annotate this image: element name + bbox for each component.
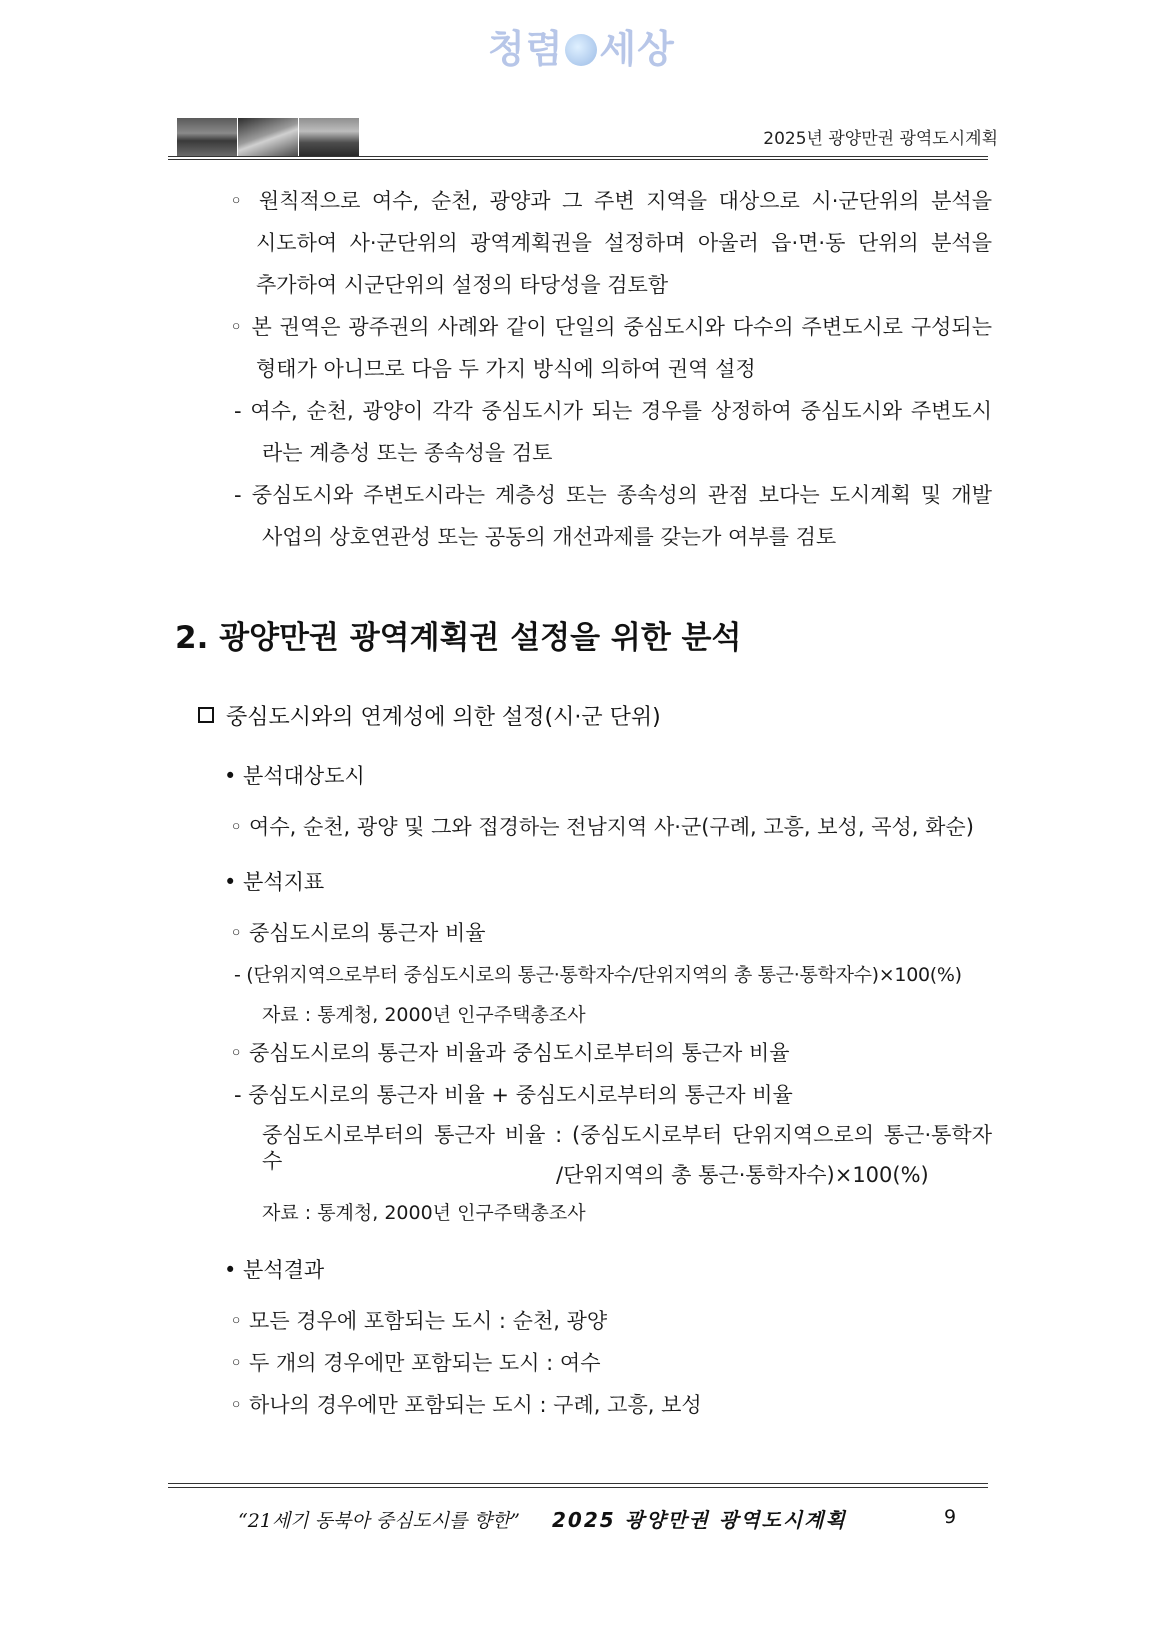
watermark-text-right: 세상	[599, 27, 675, 71]
header-photo-1	[177, 118, 237, 156]
indicator-2-source: 자료 : 통계청, 2000년 인구주택총조사	[262, 1202, 586, 1224]
intro-dash1-line2: 라는 계층성 또는 종속성을 검토	[262, 441, 553, 465]
intro-p1-line3: 추가하여 시군단위의 설정의 타당성을 검토함	[256, 273, 669, 297]
header-photo-2	[238, 118, 298, 156]
watermark-logo	[488, 18, 675, 73]
indicator-1-source: 자료 : 통계청, 2000년 인구주택총조사	[262, 1004, 586, 1026]
intro-dash2-line2: 사업의 상호연관성 또는 공동의 개선과제를 갖는가 여부를 검토	[262, 525, 837, 549]
result-2: ◦ 두 개의 경우에만 포함되는 도시 : 여수	[230, 1351, 601, 1375]
bullet-analysis-indicators: • 분석지표	[224, 870, 325, 894]
header-title: 2025년 광양만권 광역도시계획	[763, 129, 998, 149]
footer-title: 2025 광양만권 광역도시계획	[552, 1508, 847, 1532]
indicator-2-def-line2: /단위지역의 총 통근·통학자수)×100(%)	[556, 1163, 929, 1187]
intro-p1-line1: ◦ 원칙적으로 여수, 순천, 광양과 그 주변 지역을 대상으로 시·군단위의 분석을	[230, 189, 992, 213]
globe-icon	[565, 34, 597, 66]
indicator-2-def-line1: 중심도시로부터의 통근자 비율 : (중심도시로부터 단위지역으로의 통근·통학자수	[262, 1123, 992, 1173]
indicator-1: ◦ 중심도시로의 통근자 비율	[230, 921, 486, 945]
subheading-text: 중심도시와의 연계성에 의한 설정(시·군 단위)	[226, 705, 661, 730]
square-bullet-icon	[198, 707, 214, 723]
footer-slogan: “21세기 동북아 중심도시를 향한”	[238, 1510, 520, 1532]
section-heading: 2. 광양만권 광역계획권 설정을 위한 분석	[175, 620, 742, 656]
watermark-text-left: 청렴	[488, 27, 564, 71]
intro-dash1-line1: - 여수, 순천, 광양이 각각 중심도시가 되는 경우를 상정하여 중심도시와 주변도시	[234, 399, 992, 423]
analysis-targets-item: ◦ 여수, 순천, 광양 및 그와 접경하는 전남지역 사·군(구례, 고흥, 보성, 곡성, 화순)	[230, 815, 974, 839]
bullet-analysis-results: • 분석결과	[224, 1258, 325, 1282]
indicator-2-formula: - 중심도시로의 통근자 비율 + 중심도시로부터의 통근자 비율	[234, 1083, 793, 1107]
intro-p2-line2: 형태가 아니므로 다음 두 가지 방식에 의하여 권역 설정	[256, 357, 756, 381]
intro-dash2-line1: - 중심도시와 주변도시라는 계층성 또는 종속성의 관점 보다는 도시계획 및 개발	[234, 483, 992, 507]
page-number: 9	[944, 1506, 957, 1528]
header-photo-3	[299, 118, 359, 156]
footer-rule-bottom	[168, 1487, 988, 1488]
intro-p2-line1: ◦ 본 권역은 광주권의 사례와 같이 단일의 중심도시와 다수의 주변도시로 구성되는	[230, 315, 992, 339]
header-rule-bottom	[168, 159, 988, 160]
result-1: ◦ 모든 경우에 포함되는 도시 : 순천, 광양	[230, 1309, 608, 1333]
indicator-2: ◦ 중심도시로의 통근자 비율과 중심도시로부터의 통근자 비율	[230, 1041, 790, 1065]
intro-p1-line2: 시도하여 사·군단위의 광역계획권을 설정하며 아울러 읍·면·동 단위의 분석을	[256, 231, 992, 255]
header-rule-top	[168, 156, 988, 157]
bullet-analysis-targets: • 분석대상도시	[224, 764, 365, 788]
footer-rule-top	[168, 1483, 988, 1484]
indicator-1-formula: - (단위지역으로부터 중심도시로의 통근·통학자수/단위지역의 총 통근·통학자수)×100(%)	[234, 964, 962, 986]
result-3: ◦ 하나의 경우에만 포함되는 도시 : 구례, 고흥, 보성	[230, 1393, 702, 1417]
subheading	[198, 700, 661, 731]
